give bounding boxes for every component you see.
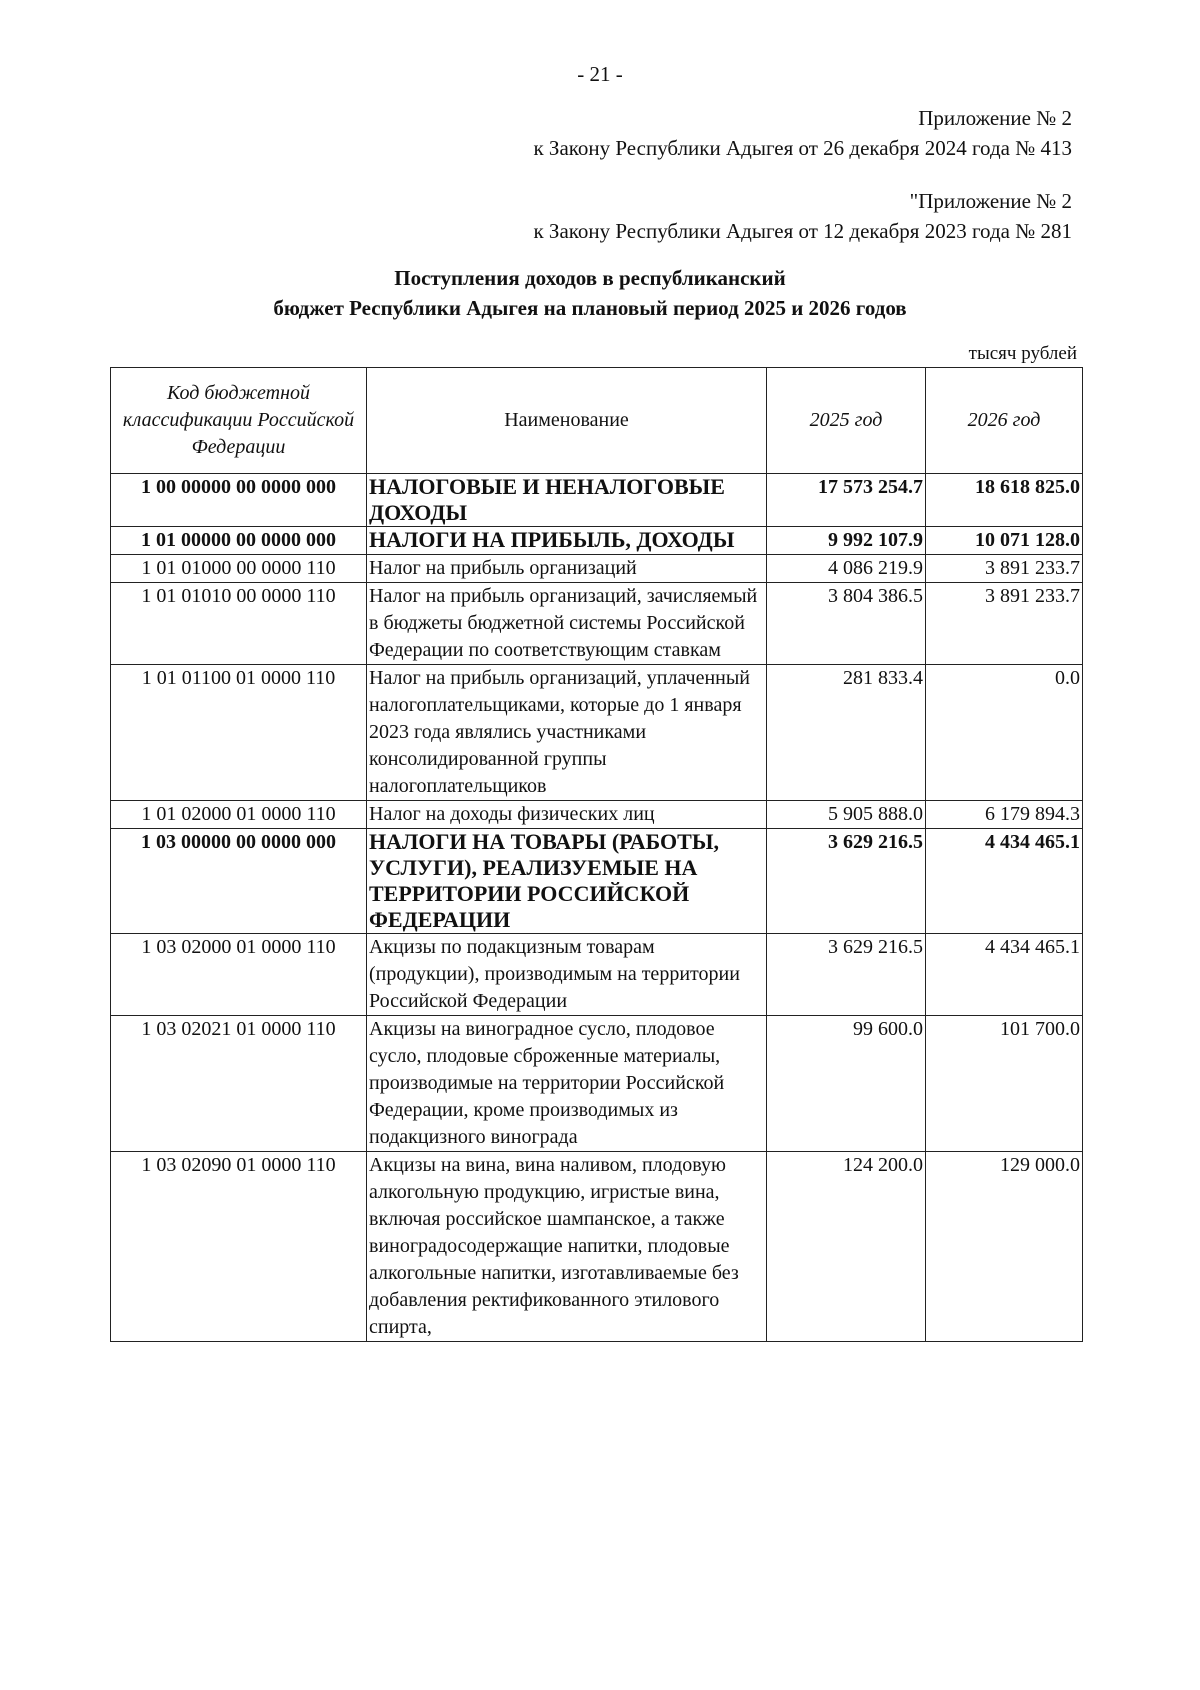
value-2026-cell: 4 434 465.1 xyxy=(926,934,1083,1016)
name-cell: Налог на прибыль организаций, зачисляемый в бюджеты бюджетной системы Российской Федерации по соответствующим ставкам xyxy=(367,583,767,665)
budget-code-cell: 1 01 01010 00 0000 110 xyxy=(111,583,367,665)
table-row xyxy=(111,527,1083,555)
value-2025-cell: 4 086 219.9 xyxy=(767,555,926,583)
value-2025-cell: 3 804 386.5 xyxy=(767,583,926,665)
budget-code-cell: 1 01 01000 00 0000 110 xyxy=(111,555,367,583)
budget-code-cell: 1 03 02000 01 0000 110 xyxy=(111,934,367,1016)
header-year-2025: 2025 год xyxy=(767,368,926,474)
table-row xyxy=(111,829,1083,934)
revenue-table xyxy=(110,367,1083,1342)
name-cell: Акцизы по подакцизным товарам (продукции), производимым на территории Российской Федерации xyxy=(367,934,767,1016)
table-row xyxy=(111,934,1083,1016)
budget-code-cell: 1 03 00000 00 0000 000 xyxy=(111,829,367,934)
value-2025-cell: 99 600.0 xyxy=(767,1016,926,1152)
budget-code-cell: 1 01 00000 00 0000 000 xyxy=(111,527,367,555)
value-2025-cell: 17 573 254.7 xyxy=(767,474,926,527)
budget-code-cell: 1 03 02090 01 0000 110 xyxy=(111,1152,367,1342)
appendix-original-law: к Закону Республики Адыгея от 12 декабря 2023 года № 281 xyxy=(533,219,1072,243)
table-row xyxy=(111,555,1083,583)
table-row xyxy=(111,1152,1083,1342)
value-2026-cell: 18 618 825.0 xyxy=(926,474,1083,527)
appendix-current-title: Приложение № 2 xyxy=(918,106,1072,130)
value-2026-cell: 4 434 465.1 xyxy=(926,829,1083,934)
appendix-current xyxy=(533,103,1072,163)
budget-code-cell: 1 00 00000 00 0000 000 xyxy=(111,474,367,527)
budget-code-cell: 1 03 02021 01 0000 110 xyxy=(111,1016,367,1152)
appendix-original xyxy=(533,186,1072,246)
header-code: Код бюджетной классификации Российской Федерации xyxy=(111,368,367,474)
name-cell: НАЛОГИ НА ПРИБЫЛЬ, ДОХОДЫ xyxy=(367,527,767,555)
value-2026-cell: 3 891 233.7 xyxy=(926,583,1083,665)
value-2026-cell: 3 891 233.7 xyxy=(926,555,1083,583)
document-title-line1: Поступления доходов в республиканский xyxy=(394,266,786,290)
table-row xyxy=(111,801,1083,829)
budget-code-cell: 1 01 02000 01 0000 110 xyxy=(111,801,367,829)
page-number: - 21 - xyxy=(577,62,623,86)
name-cell: НАЛОГОВЫЕ И НЕНАЛОГОВЫЕ ДОХОДЫ xyxy=(367,474,767,527)
value-2025-cell: 9 992 107.9 xyxy=(767,527,926,555)
document-title-line2: бюджет Республики Адыгея на плановый период 2025 и 2026 годов xyxy=(273,296,907,320)
value-2026-cell: 101 700.0 xyxy=(926,1016,1083,1152)
value-2025-cell: 124 200.0 xyxy=(767,1152,926,1342)
name-cell: Налог на доходы физических лиц xyxy=(367,801,767,829)
name-cell: Налог на прибыль организаций, уплаченный налогоплательщиками, которые до 1 января 2023 года являлись участниками консолидированной группы налогоплательщиков xyxy=(367,665,767,801)
appendix-current-law: к Закону Республики Адыгея от 26 декабря 2024 года № 413 xyxy=(533,136,1072,160)
appendix-original-title: "Приложение № 2 xyxy=(909,189,1072,213)
table-row xyxy=(111,1016,1083,1152)
units-label: тысяч рублей xyxy=(968,343,1077,364)
table-row xyxy=(111,665,1083,801)
table-row xyxy=(111,474,1083,527)
name-cell: Налог на прибыль организаций xyxy=(367,555,767,583)
table-row xyxy=(111,583,1083,665)
name-cell: Акцизы на виноградное сусло, плодовое сусло, плодовые сброженные материалы, производимые на территории Российской Федерации, кроме производимых из подакцизного винограда xyxy=(367,1016,767,1152)
value-2026-cell: 10 071 128.0 xyxy=(926,527,1083,555)
value-2026-cell: 0.0 xyxy=(926,665,1083,801)
value-2025-cell: 281 833.4 xyxy=(767,665,926,801)
value-2025-cell: 3 629 216.5 xyxy=(767,934,926,1016)
header-name: Наименование xyxy=(367,368,767,474)
value-2025-cell: 3 629 216.5 xyxy=(767,829,926,934)
value-2025-cell: 5 905 888.0 xyxy=(767,801,926,829)
value-2026-cell: 129 000.0 xyxy=(926,1152,1083,1342)
header-year-2026: 2026 год xyxy=(926,368,1083,474)
document-title xyxy=(120,263,1060,323)
budget-code-cell: 1 01 01100 01 0000 110 xyxy=(111,665,367,801)
name-cell: НАЛОГИ НА ТОВАРЫ (РАБОТЫ, УСЛУГИ), РЕАЛИЗУЕМЫЕ НА ТЕРРИТОРИИ РОССИЙСКОЙ ФЕДЕРАЦИИ xyxy=(367,829,767,934)
value-2026-cell: 6 179 894.3 xyxy=(926,801,1083,829)
table-body xyxy=(111,474,1083,1342)
name-cell: Акцизы на вина, вина наливом, плодовую алкогольную продукцию, игристые вина, включая российское шампанское, а также виноградосодержащие напитки, плодовые алкогольные напитки, изготавливаемые без добавления ректификованного этилового спирта, xyxy=(367,1152,767,1342)
table-header-row xyxy=(111,368,1083,474)
